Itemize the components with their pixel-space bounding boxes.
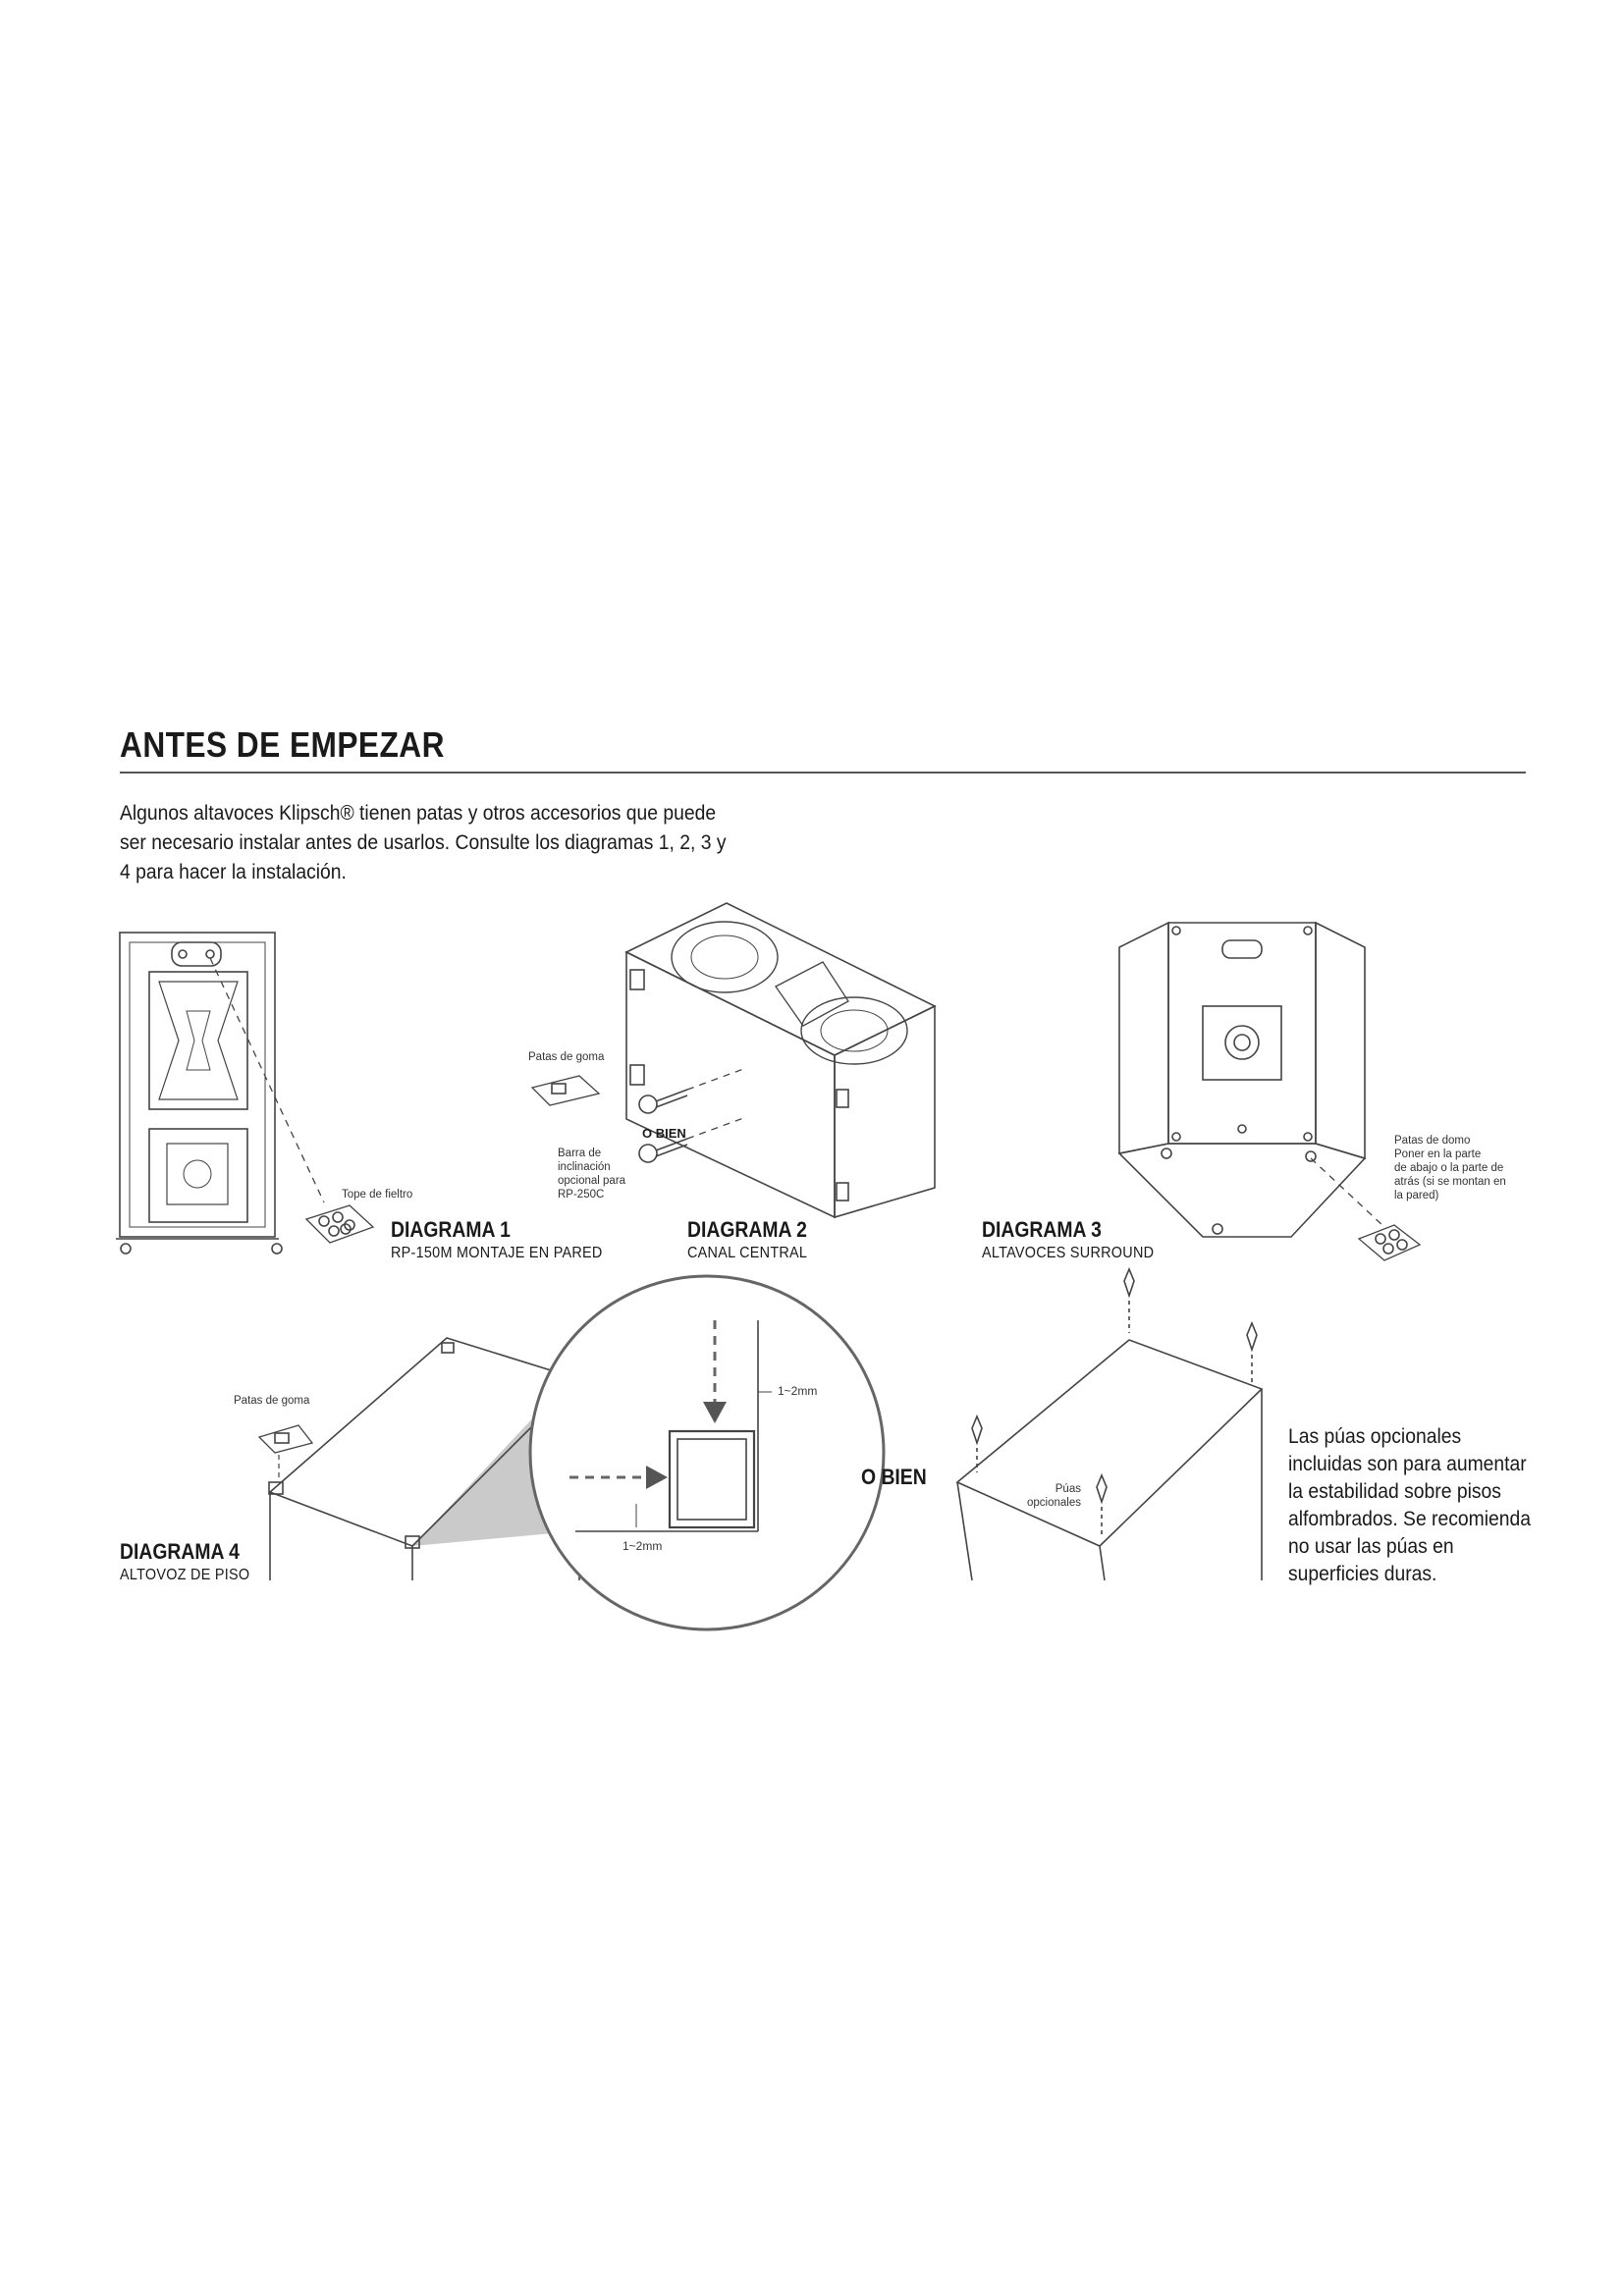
dome-callout-line: atrás (si se montan en [1394,1176,1506,1188]
bar-callout-line: Barra de [558,1148,602,1159]
dome-callout-line: la pared) [1394,1190,1439,1201]
diagram4-gap-bottom: 1~2mm [623,1539,663,1553]
diagram4-or-label: O BIEN [861,1465,927,1489]
intro-line: 4 para hacer la instalación. [120,861,347,883]
spikes-note-line: incluidas son para aumentar [1288,1453,1527,1475]
spikes-note-line: superficies duras. [1288,1563,1437,1585]
bar-callout-line: opcional para [558,1175,626,1187]
diagram1-title: DIAGRAMA 1 [391,1217,511,1242]
diagram4-spikes-callout [1027,1482,1081,1510]
spikes-note-line: Las púas opcionales [1288,1425,1462,1448]
dome-callout-line: Patas de domo [1394,1135,1471,1147]
spikes-note-line: no usar las púas en [1288,1535,1454,1558]
diagram3-subtitle: ALTAVOCES SURROUND [982,1245,1155,1261]
spikes-note [1288,1423,1532,1588]
diagram4-title: DIAGRAMA 4 [120,1539,240,1564]
diagram4-gap-top: 1~2mm [778,1384,818,1398]
bar-callout-line: RP-250C [558,1189,605,1201]
intro-line: Algunos altavoces Klipsch® tienen patas y otros accesorios que puede [120,802,717,825]
diagram2-subtitle: CANAL CENTRAL [687,1245,808,1261]
dome-callout-line: Poner en la parte [1394,1148,1482,1160]
diagram4-feet-callout: Patas de goma [234,1395,310,1407]
dome-callout-line: de abajo o la parte de [1394,1162,1504,1174]
diagram2-title: DIAGRAMA 2 [687,1217,807,1242]
spikes-note-line: alfombrados. Se recomienda [1288,1508,1532,1530]
diagram4-subtitle: ALTOVOZ DE PISO [120,1567,250,1583]
spikes-callout-line: Púas [1055,1483,1081,1495]
diagram2-or-label: O BIEN [642,1126,686,1141]
diagram1-subtitle: RP-150M MONTAJE EN PARED [391,1245,603,1261]
spikes-note-line: la estabilidad sobre pisos [1288,1480,1501,1503]
intro-line: ser necesario instalar antes de usarlos. Consulte los diagramas 1, 2, 3 y [120,831,727,854]
diagram1-felt-callout: Tope de fieltro [342,1189,413,1201]
diagram2-feet-callout: Patas de goma [528,1051,605,1063]
diagram3-title: DIAGRAMA 3 [982,1217,1102,1242]
page-title: ANTES DE EMPEZAR [120,724,445,765]
spikes-callout-line: opcionales [1027,1497,1081,1509]
bar-callout-line: inclinación [558,1161,611,1173]
